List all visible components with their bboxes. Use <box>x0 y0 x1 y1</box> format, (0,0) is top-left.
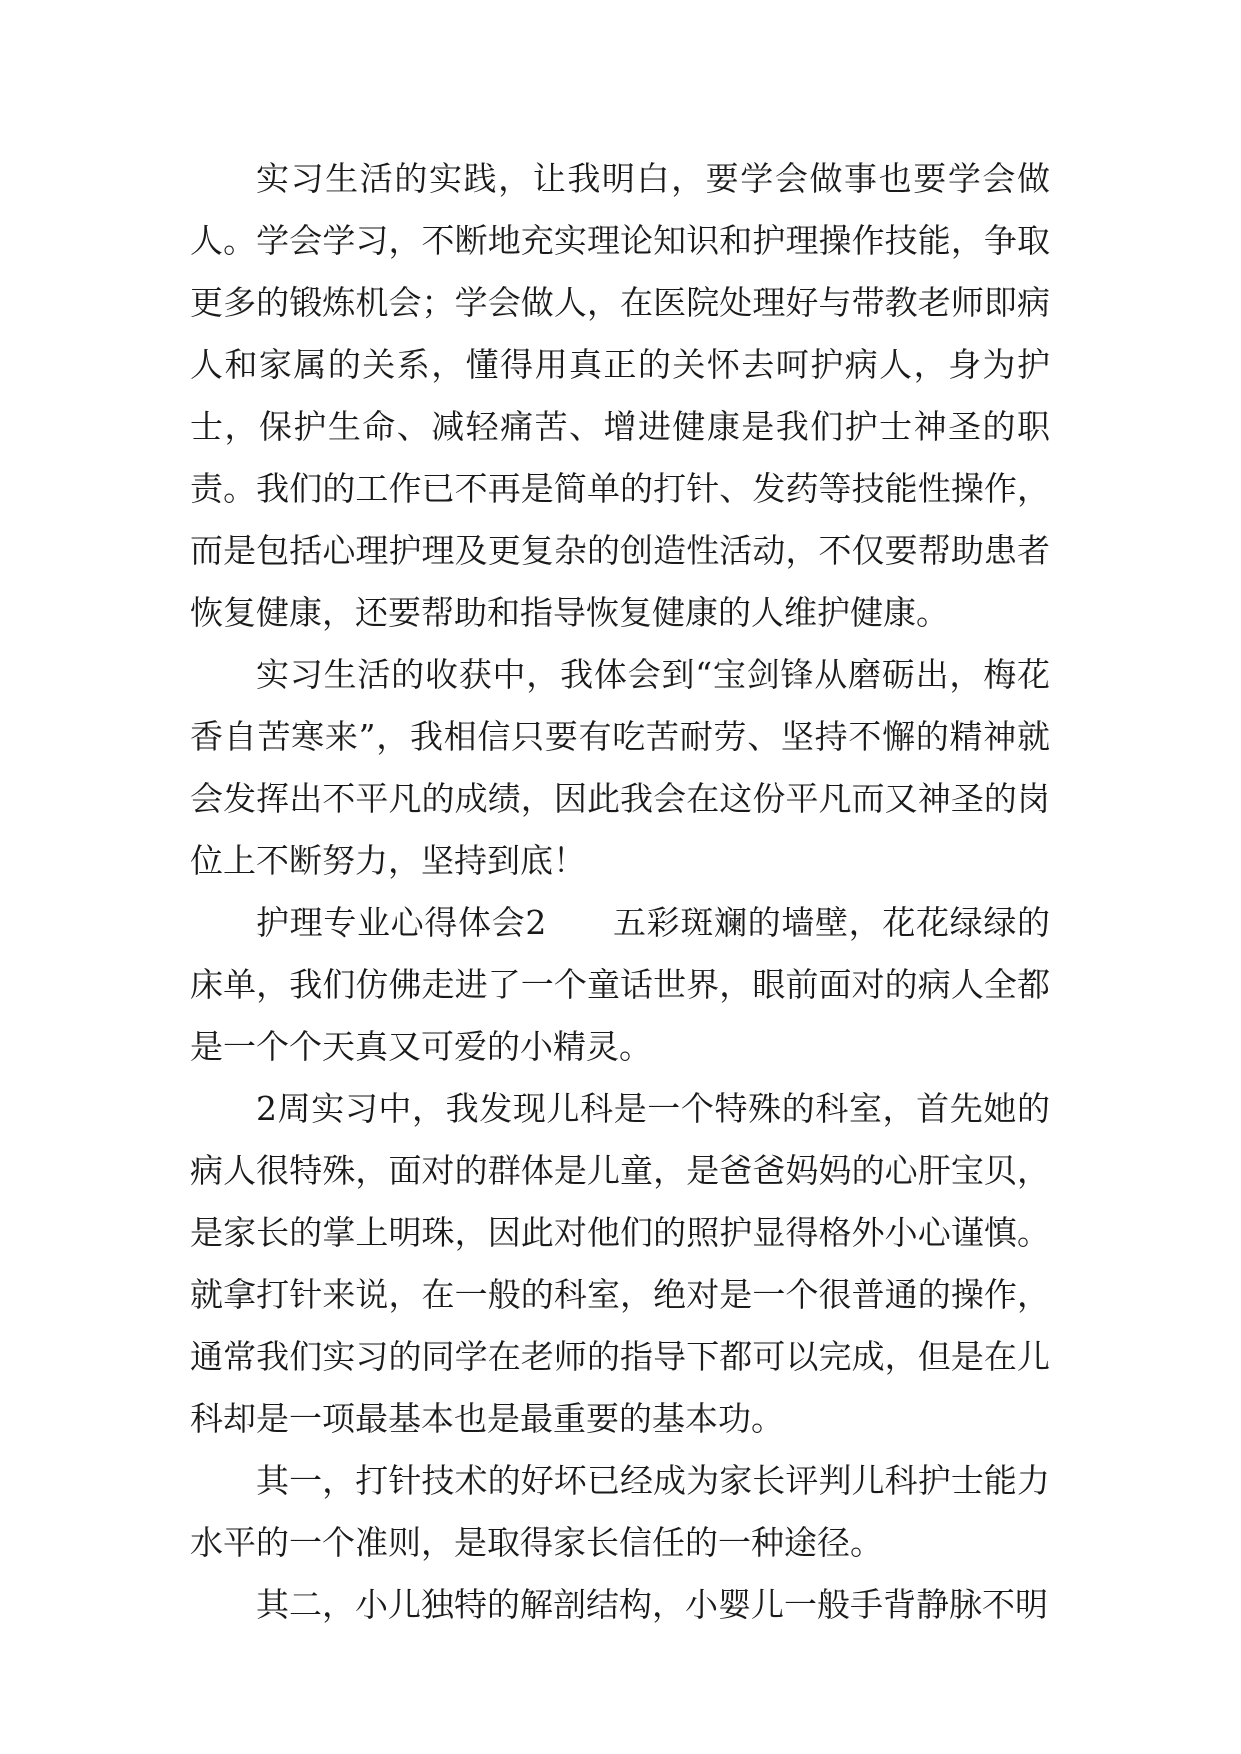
paragraph-6: 其二，小儿独特的解剖结构，小婴儿一般手背静脉不明 <box>256 1585 1048 1624</box>
paragraph-1: 实习生活的实践，让我明白，要学会做事也要学会做人。学会学习，不断地充实理论知识和护理操作技能，争取更多的锻炼机会；学会做人，在医院处理好与带教老师即病人和家属的关系，懂得用真正的关怀去呵护病人，身为护士，保护生命、减轻痛苦、增进健康是我们护士神圣的职责。我们的工作已不再是简单的打针、发药等技能性操作，而是包括心理护理及更复杂的创造性活动，不仅要帮助患者恢复健康，还要帮助和指导恢复健康的人维护健康。 <box>190 159 1050 632</box>
section-heading: 护理专业心得体会2 <box>256 903 547 942</box>
paragraph-2: 实习生活的收获中，我体会到“宝剑锋从磨砺出，梅花香自苦寒来”，我相信只要有吃苦耐劳、坚持不懈的精神就会发挥出不平凡的成绩，因此我会在这份平凡而又神圣的岗位上不断努力，坚持到底！ <box>190 655 1050 880</box>
paragraph-3 <box>190 892 1050 1078</box>
document-body <box>190 148 1050 1636</box>
paragraph-5: 其一，打针技术的好坏已经成为家长评判儿科护士能力水平的一个准则，是取得家长信任的一种途径。 <box>190 1461 1050 1562</box>
paragraph-4: 2周实习中，我发现儿科是一个特殊的科室，首先她的病人很特殊，面对的群体是儿童，是爸爸妈妈的心肝宝贝，是家长的掌上明珠，因此对他们的照护显得格外小心谨慎。就拿打针来说，在一般的科室，绝对是一个很普通的操作，通常我们实习的同学在老师的指导下都可以完成，但是在儿科却是一项最基本也是最重要的基本功。 <box>190 1089 1050 1438</box>
paragraph-3-text: 五彩斑斓的墙壁，花花绿绿的床单，我们仿佛走进了一个童话世界，眼前面对的病人全都是一个个天真又可爱的小精灵。 <box>190 903 1051 1066</box>
